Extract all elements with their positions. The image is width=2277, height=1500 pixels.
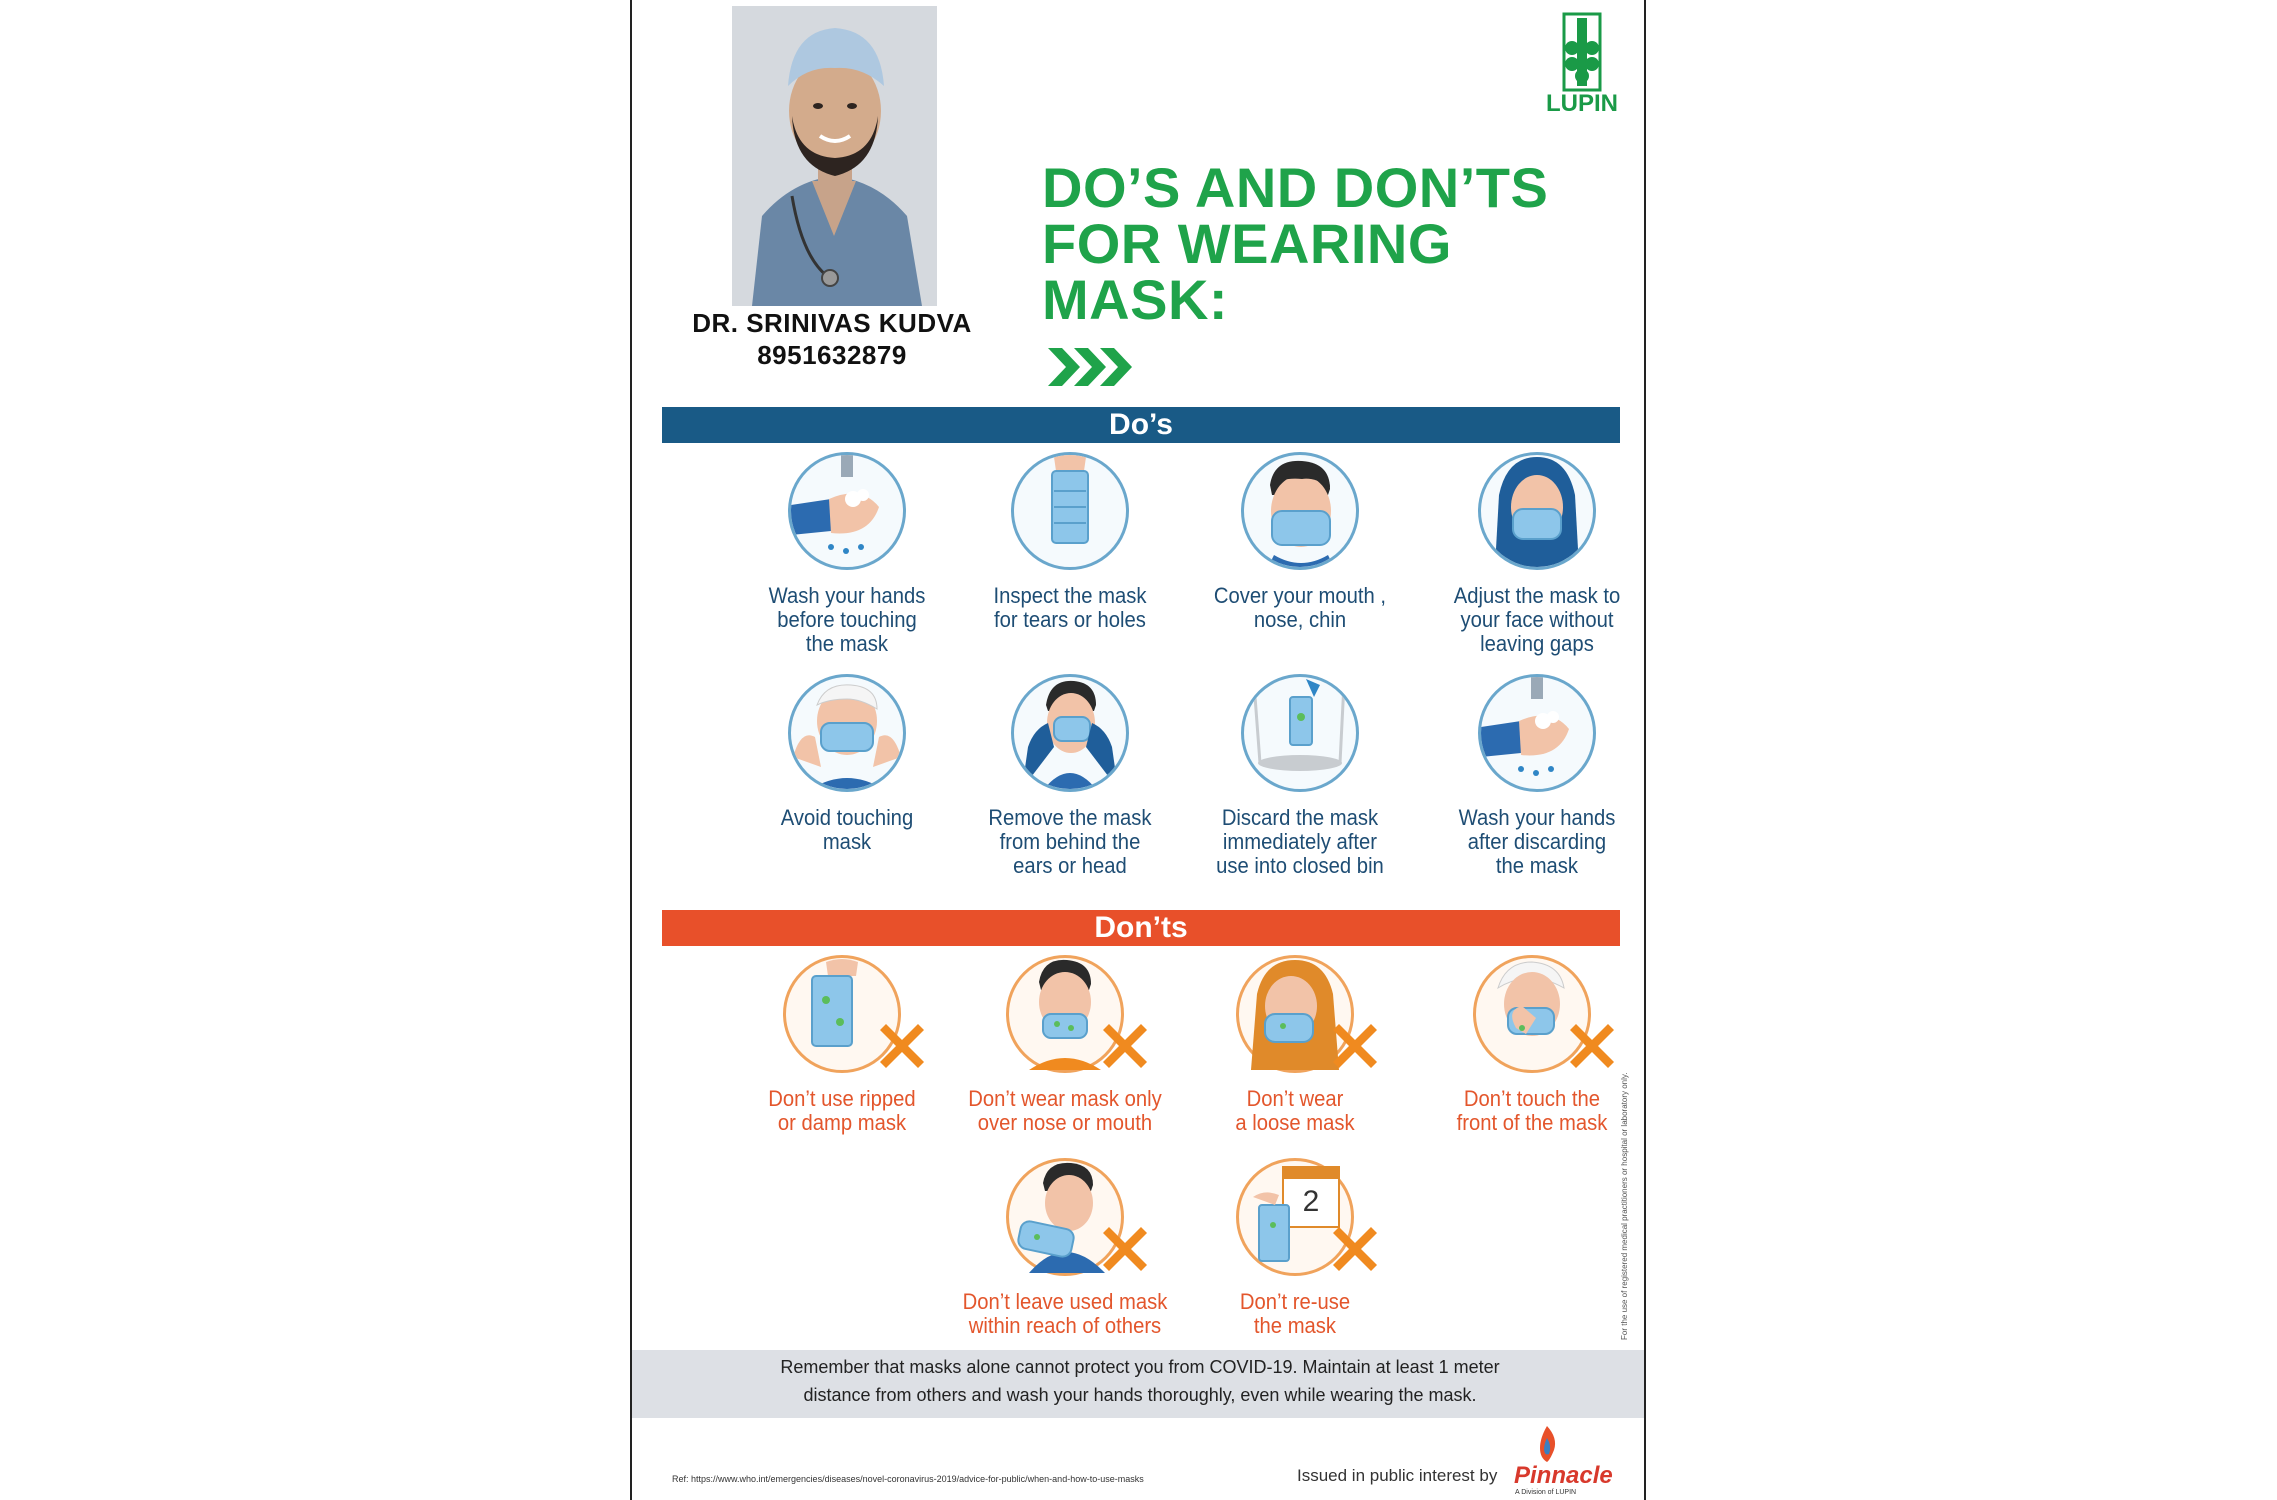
remove-mask-icon <box>1011 674 1129 792</box>
issued-text: Issued in public interest by <box>1297 1466 1498 1485</box>
do-label-line: Remove the mask <box>988 805 1152 830</box>
do-label-line: use into closed bin <box>1216 853 1384 878</box>
do-label-line: nose, chin <box>1253 607 1347 632</box>
partner-subtitle: A Division of LUPIN <box>1515 1489 1577 1496</box>
dont-label-line: over nose or mouth <box>977 1110 1153 1135</box>
doctor-photo <box>732 6 937 306</box>
dont-item <box>727 955 957 1135</box>
do-label-line: immediately after <box>1222 829 1378 854</box>
do-label-line: leaving gaps <box>1480 631 1594 656</box>
touch-front-icon <box>1473 955 1591 1073</box>
dont-label-line: Don’t leave used mask <box>962 1289 1168 1314</box>
ripped-mask-icon <box>783 955 901 1073</box>
cross-icon <box>1562 1016 1622 1076</box>
partner-name: Pinnacle <box>1514 1462 1613 1489</box>
do-item <box>1422 674 1646 878</box>
dont-item <box>950 1158 1180 1338</box>
dont-label-line: within reach of others <box>968 1313 1162 1338</box>
dont-item <box>1180 955 1410 1135</box>
do-label-line: ears or head <box>1013 853 1127 878</box>
dont-label-line: Don’t touch the <box>1463 1086 1601 1111</box>
loose-mask-icon <box>1236 955 1354 1073</box>
title-line-1: DO’S AND DON’TS <box>1042 156 1549 219</box>
do-label-line: from behind the <box>999 829 1141 854</box>
dont-label-line: or damp mask <box>777 1110 907 1135</box>
dont-label-line: Don’t use ripped <box>768 1086 916 1111</box>
svg-text:2: 2 <box>1302 1185 1320 1218</box>
dont-item <box>1417 955 1646 1135</box>
avoid-touch-icon <box>788 674 906 792</box>
do-label-line: Inspect the mask <box>993 583 1147 608</box>
cross-icon <box>1325 1219 1385 1279</box>
dos-heading: Do’s <box>662 407 1620 443</box>
footer-line-1: Remember that masks alone cannot protect you from COVID-19. Maintain at least 1 meter <box>780 1357 1500 1377</box>
cross-icon <box>1095 1016 1155 1076</box>
do-item <box>1185 452 1415 632</box>
do-label-line: mask <box>822 829 872 854</box>
do-label-line: Wash your hands <box>1458 805 1616 830</box>
dont-item <box>950 955 1180 1135</box>
dont-label-line: the mask <box>1253 1313 1337 1338</box>
do-label-line: your face without <box>1460 607 1614 632</box>
footer-line-2: distance from others and wash your hands thoroughly, even while wearing the mask. <box>803 1385 1477 1405</box>
do-item <box>955 452 1185 632</box>
do-label-line: after discarding <box>1467 829 1607 854</box>
do-label-line: before touching <box>777 607 917 632</box>
chevrons-icon <box>1046 342 1136 397</box>
do-item <box>1185 674 1415 878</box>
dont-label-line: a loose mask <box>1235 1110 1355 1135</box>
do-label-line: Wash your hands <box>768 583 926 608</box>
poster <box>630 0 1646 1500</box>
inspect-mask-icon <box>1011 452 1129 570</box>
dont-label-line: Don’t wear <box>1246 1086 1344 1111</box>
do-item <box>1422 452 1646 656</box>
do-label-line: Discard the mask <box>1221 805 1379 830</box>
dont-label-line: front of the mask <box>1456 1110 1608 1135</box>
do-label-line: Cover your mouth , <box>1213 583 1387 608</box>
doctor-name: DR. SRINIVAS KUDVA <box>692 308 972 338</box>
doctor-portrait-icon <box>732 6 937 306</box>
brand-name: LUPIN <box>1546 90 1618 117</box>
do-label-line: Adjust the mask to <box>1453 583 1621 608</box>
do-item <box>732 674 962 854</box>
cross-icon <box>1095 1219 1155 1279</box>
do-item <box>955 674 1185 878</box>
reuse-mask-icon <box>1236 1158 1354 1276</box>
do-label-line: for tears or holes <box>994 607 1146 632</box>
leave-mask-icon <box>1006 1158 1124 1276</box>
adjust-mask-icon <box>1478 452 1596 570</box>
dont-label-line: Don’t wear mask only <box>968 1086 1162 1111</box>
do-label-line: the mask <box>1495 853 1579 878</box>
cover-face-icon <box>1241 452 1359 570</box>
cross-icon <box>872 1016 932 1076</box>
do-label-line: Avoid touching <box>780 805 914 830</box>
reference-text: Ref: https://www.who.int/emergencies/diseases/novel-coronavirus-2019/advice-for-public/when-and-how-to-use-masks <box>672 1474 1144 1484</box>
wash-hands-icon <box>788 452 906 570</box>
partial-mask-icon <box>1006 955 1124 1073</box>
dont-label-line: Don’t re-use <box>1239 1289 1351 1314</box>
cross-icon <box>1325 1016 1385 1076</box>
discard-bin-icon <box>1241 674 1359 792</box>
title-line-3: MASK: <box>1042 268 1229 331</box>
title-line-2: FOR WEARING <box>1042 212 1452 275</box>
side-note: For the use of registered medical practitioners or hospital or laboratory only. <box>1620 1072 1629 1340</box>
do-item <box>732 452 962 656</box>
lupin-emblem-icon <box>1532 10 1632 95</box>
wash-hands-icon <box>1478 674 1596 792</box>
donts-heading: Don’ts <box>662 910 1620 946</box>
dont-item <box>1180 1158 1410 1338</box>
do-label-line: the mask <box>805 631 889 656</box>
doctor-phone: 8951632879 <box>757 340 907 370</box>
